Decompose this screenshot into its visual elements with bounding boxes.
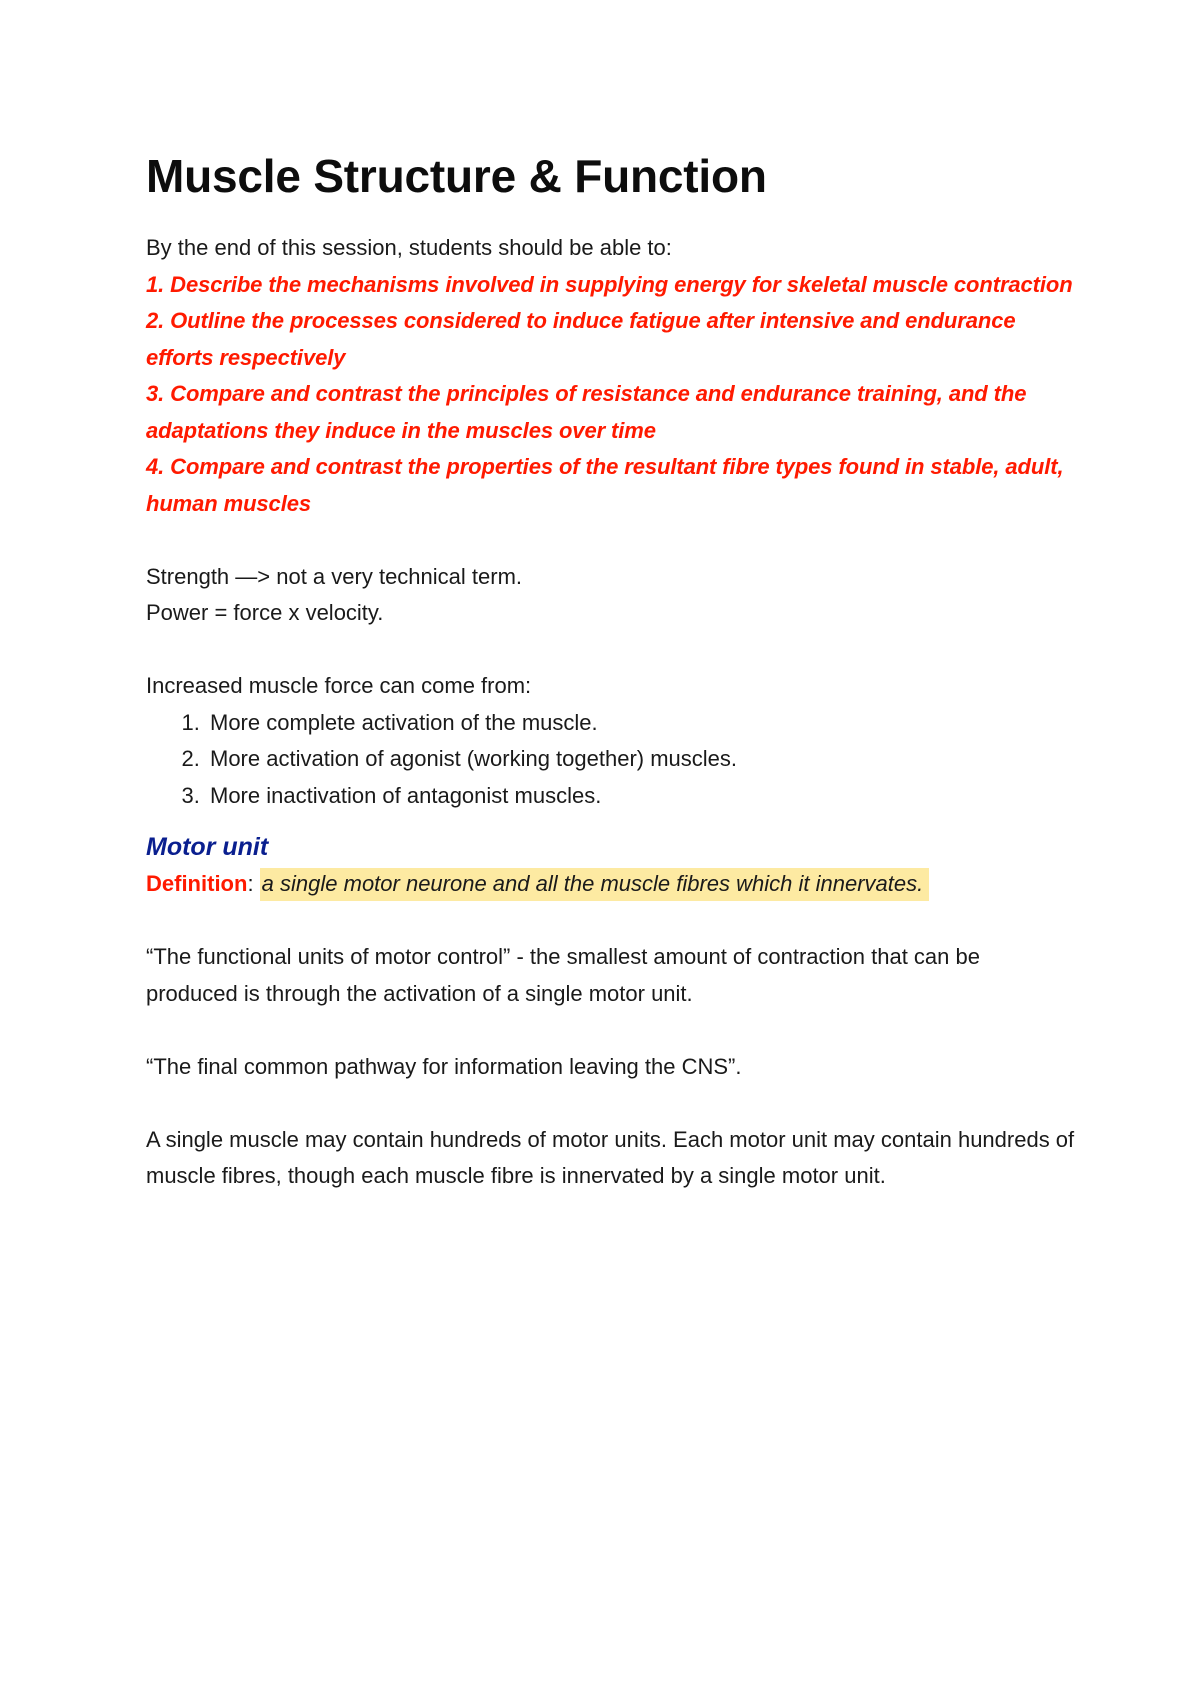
list-item: 1. More complete activation of the muscle. <box>206 705 1076 742</box>
motor-unit-paragraph: A single muscle may contain hundreds of motor units. Each motor unit may contain hundreds of muscle fibres, though each muscle fibre is innervated by a single motor unit. <box>146 1126 1075 1188</box>
definition-line <box>146 866 1076 903</box>
objective-item: 4. Compare and contrast the properties of the resultant fibre types found in stable, adult, human muscles <box>146 454 1064 516</box>
definition-label: Definition <box>146 871 248 896</box>
objectives-list <box>146 267 1076 523</box>
force-intro: Increased muscle force can come from: <box>146 673 532 698</box>
page-title: Muscle Structure & Function <box>146 150 767 202</box>
spacer <box>146 903 1076 940</box>
spacer <box>146 632 1076 669</box>
motor-unit-paragraph: “The functional units of motor control” - the smallest amount of contraction that can be produced is through the activation of a single motor unit. <box>146 944 980 1006</box>
objective-item: 1. Describe the mechanisms involved in supplying energy for skeletal muscle contraction <box>146 271 1073 297</box>
definition-separator: : <box>247 871 260 896</box>
strength-note: Strength —> not a very technical term. <box>146 563 523 589</box>
list-item: 2. More activation of agonist (working together) muscles. <box>206 741 1076 778</box>
spacer <box>146 1012 1076 1049</box>
objective-item: 3. Compare and contrast the principles of resistance and endurance training, and the adaptations they induce in the muscles over time <box>146 381 1027 443</box>
motor-unit-paragraph: “The final common pathway for information leaving the CNS”. <box>146 1053 742 1079</box>
section-heading-motor-unit: Motor unit <box>146 833 269 861</box>
definition-highlight: a single motor neurone and all the muscle fibres which it innervates. <box>260 868 930 901</box>
spacer <box>146 522 1076 559</box>
list-item: 3. More inactivation of antagonist muscles. <box>206 778 1076 815</box>
document-page <box>146 148 1076 1195</box>
objective-item: 2. Outline the processes considered to induce fatigue after intensive and endurance efforts respectively <box>146 308 1016 370</box>
power-note: Power = force x velocity. <box>146 600 384 625</box>
spacer <box>146 1085 1076 1122</box>
objectives-intro: By the end of this session, students should be able to: <box>146 235 672 260</box>
force-sources-list <box>146 705 1076 815</box>
